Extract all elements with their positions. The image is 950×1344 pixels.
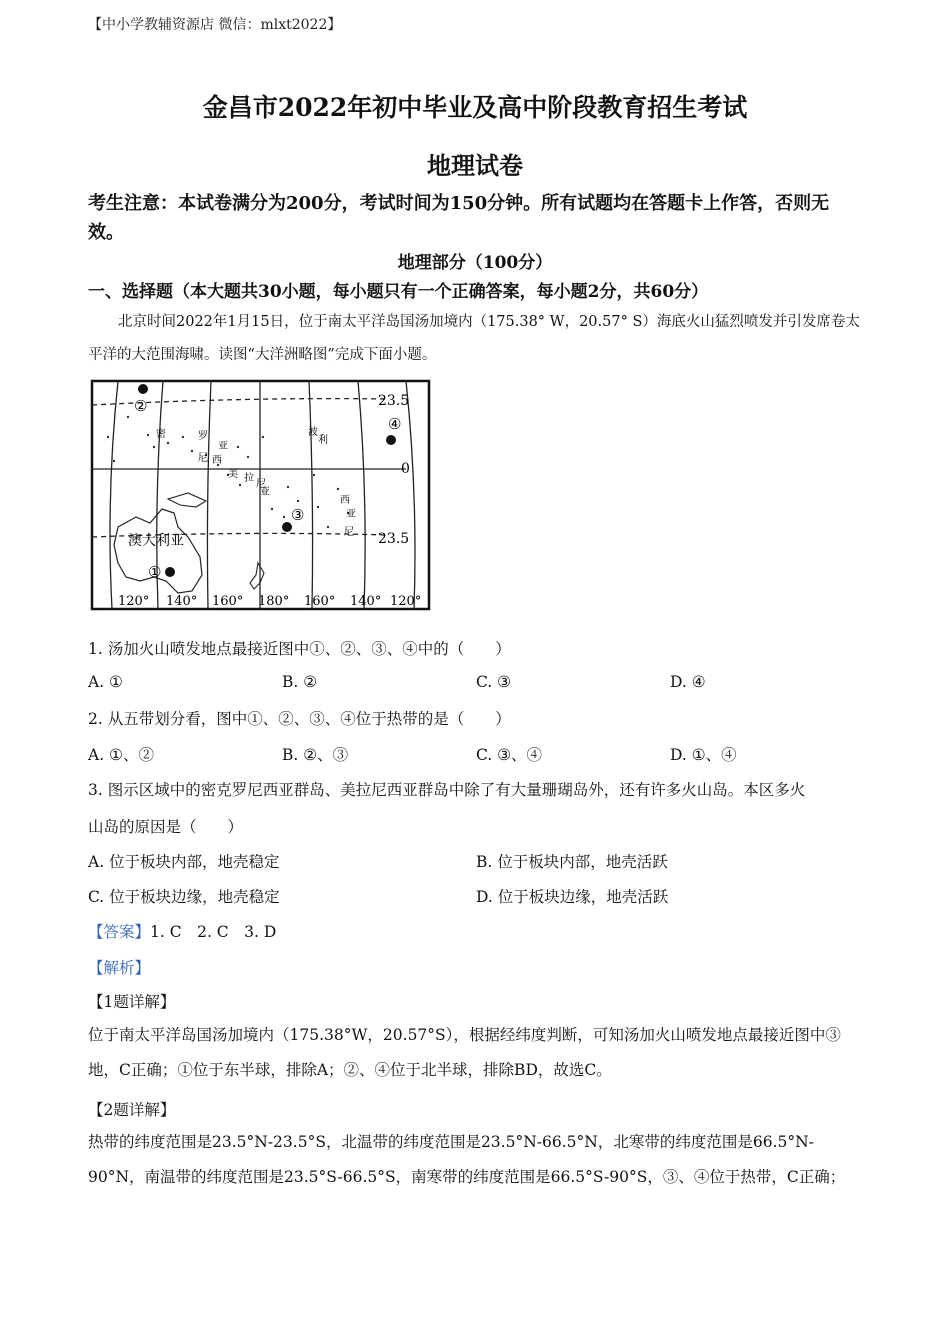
map-point-3-label: ③	[291, 506, 305, 524]
map-lat-label-south: 23.5	[378, 531, 410, 547]
detail-2-label: 【2题详解】	[88, 1101, 176, 1119]
question-3-stem-line2: 山岛的原因是（ ）	[88, 818, 244, 836]
section-title: 一、选择题（本大题共30小题，每小题只有一个正确答案，每小题2分，共60分）	[88, 282, 709, 302]
question-2-option-b[interactable]: B. ②、③	[282, 746, 349, 764]
question-1-option-d[interactable]: D. ④	[670, 673, 706, 691]
exam-notice: 考生注意：本试卷满分为200分，考试时间为150分钟。所有试题均在答题卡上作答，否则无效。	[88, 193, 830, 243]
map-point-1-marker	[165, 567, 175, 577]
map-region-label: 利	[318, 435, 328, 446]
question-1-option-c[interactable]: C. ③	[476, 673, 512, 691]
answer-row	[88, 920, 276, 942]
map-region-label: 西	[212, 455, 222, 466]
question-3-option-b[interactable]: B. 位于板块内部，地壳活跃	[476, 853, 668, 871]
map-lat-label-north: 23.5	[378, 393, 410, 409]
question-1-stem: 1. 汤加火山喷发地点最接近图中①、②、③、④中的（ ）	[88, 640, 511, 658]
map-region-label: 拉	[244, 473, 254, 484]
question-3-stem-line1: 3. 图示区域中的密克罗尼西亚群岛、美拉尼西亚群岛中除了有大量珊瑚岛外，还有许多火山岛。本区多火	[88, 781, 806, 799]
map-lat-label-equator: 0	[401, 461, 410, 477]
part-title: 地理部分（100分）	[397, 253, 553, 273]
map-region-label: 亚	[218, 441, 228, 452]
map-lon-label: 160°	[212, 594, 244, 609]
map-lon-label: 140°	[350, 594, 382, 609]
map-lon-label: 180°	[258, 594, 290, 609]
map-lon-label: 160°	[304, 594, 336, 609]
map-lon-label: 140°	[166, 594, 198, 609]
map-point-2-marker	[138, 384, 148, 394]
map-lon-label: 120°	[118, 594, 150, 609]
question-3-option-d[interactable]: D. 位于板块边缘，地壳活跃	[476, 888, 669, 906]
map-point-1-label: ①	[148, 563, 162, 581]
analysis-label: 【解析】	[88, 959, 151, 977]
map-region-label: 罗	[198, 431, 208, 442]
question-1-option-a[interactable]: A. ①	[88, 673, 123, 691]
map-region-label: 尼	[344, 527, 354, 538]
question-3-option-c[interactable]: C. 位于板块边缘，地壳稳定	[88, 888, 280, 906]
map-region-label: 亚	[260, 487, 270, 498]
oceania-map	[88, 377, 433, 613]
map-region-label: 美	[228, 469, 238, 480]
answer-text: 1. C 2. C 3. D	[150, 923, 277, 941]
question-2-stem: 2. 从五带划分看，图中①、②、③、④位于热带的是（ ）	[88, 710, 511, 728]
map-region-label: 尼	[256, 479, 266, 490]
detail-2-text: 热带的纬度范围是23.5°N-23.5°S，北温带的纬度范围是23.5°N-66.5°N，北寒带的纬度范围是66.5°N-90°N，南温带的纬度范围是23.5°S-66.5°S，南寒带的纬度范围是66.5°S-90°S，③、④位于热带，C正确；	[88, 1133, 846, 1186]
detail-1-text: 位于南太平洋岛国汤加境内（175.38°W，20.57°S），根据经纬度判断，可知汤加火山喷发地点最接近图中③地，C正确；①位于东半球，排除A；②、④位于北半球，排除BD，故选C。	[88, 1026, 841, 1079]
detail-1-label: 【1题详解】	[88, 993, 176, 1011]
map-region-label: 西	[340, 495, 350, 506]
map-region-label: 尼	[198, 453, 208, 464]
map-point-4-marker	[386, 435, 396, 445]
question-2-option-a[interactable]: A. ①、②	[88, 746, 154, 764]
question-3-option-a[interactable]: A. 位于板块内部，地壳稳定	[88, 853, 280, 871]
map-region-label: 密	[156, 429, 166, 440]
watermark-text: 【中小学教辅资源店 微信：mlxt2022】	[88, 17, 342, 33]
map-point-2-label: ②	[134, 397, 148, 415]
question-2-option-d[interactable]: D. ①、④	[670, 746, 737, 764]
question-2-option-c[interactable]: C. ③、④	[476, 746, 543, 764]
answer-label: 【答案】	[88, 923, 151, 941]
map-region-label: 波	[308, 427, 318, 438]
subject-title: 地理试卷	[427, 151, 523, 180]
exam-title: 金昌市2022年初中毕业及高中阶段教育招生考试	[202, 93, 748, 122]
map-region-label-australia: 澳大利亚	[128, 533, 184, 549]
question-1-option-b[interactable]: B. ②	[282, 673, 318, 691]
map-lon-label: 120°	[390, 594, 422, 609]
map-point-4-label: ④	[388, 415, 402, 433]
question-intro: 北京时间2022年1月15日，位于南太平洋岛国汤加境内（175.38° W，20.57° S）海底火山猛烈喷发并引发席卷太平洋的大范围海啸。读图“大洋洲略图”完成下面小题。	[88, 314, 860, 363]
map-region-label: 亚	[346, 509, 356, 520]
